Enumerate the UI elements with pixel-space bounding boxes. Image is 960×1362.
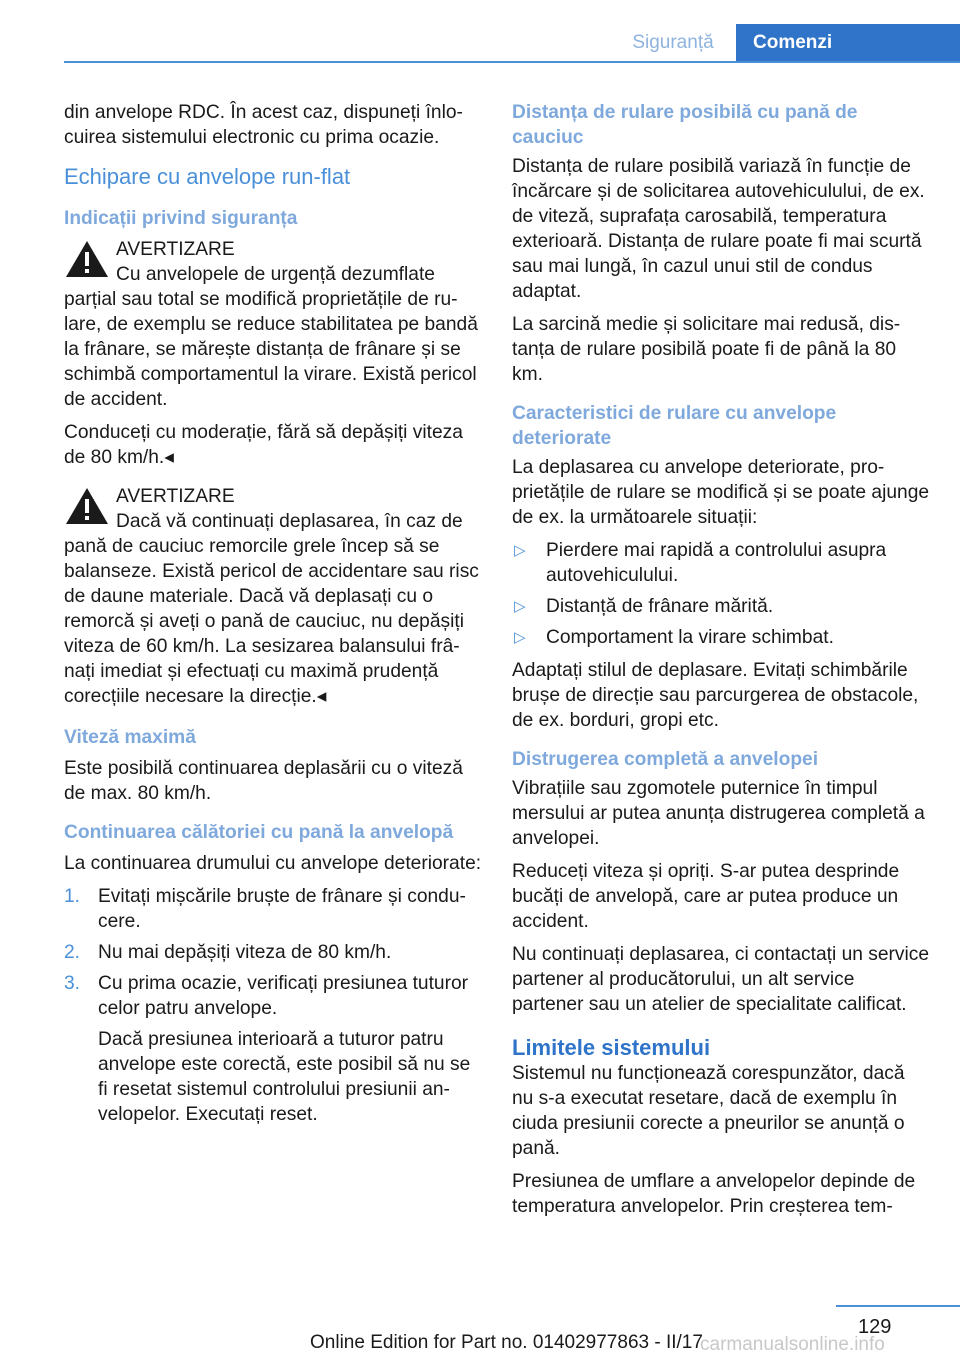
range-text-2: La sarcină medie și solicitare mai redusă, distanța de rulare posibilă poate fi de până la 80 km.	[512, 314, 901, 385]
max-speed-heading: Viteză maximă	[64, 727, 196, 748]
range-text-1: Distanța de rulare posibilă variază în funcție de încărcare și de solicitarea autovehiculului, de ex. de viteză, suprafața carosabilă, temperatura exterioară. Distanța de rulare poate fi mai scurtă sau mai lungă, în cazul unui stil de condus adaptat.	[512, 156, 925, 302]
page-number: 129	[858, 1316, 892, 1338]
right-column	[512, 100, 930, 1227]
destruction-text-1: Vibrațiile sau zgomotele puternice în timpul mersului ar putea anunța distrugerea completă a anvelopei.	[512, 778, 925, 849]
characteristics-list	[512, 538, 930, 650]
bullet-triangle-icon: ▷	[514, 542, 526, 559]
safety-heading: Indicații privind siguranța	[64, 208, 298, 229]
intro-text: din anvelope RDC. În acest caz, dispuneți înlocuirea sistemului electronic cu prima ocazie.	[64, 102, 463, 148]
destruction-text-2: Reduceți viteza și opriți. S-ar putea desprinde bucăți de anvelopă, care ar putea produce un accident.	[512, 861, 900, 932]
watermark: carmanualsonline.info	[700, 1334, 885, 1355]
max-speed-text: Este posibilă continuarea deplasării cu o viteză de max. 80 km/h.	[64, 758, 463, 804]
warning-2-text: Dacă vă continuați deplasarea, în caz de pană de cauciuc remorcile grele încep să se balanseze. Există pericol de accidentare sau risc de daune materiale. Dacă vă deplasați cu o remorcă și aveți o pană de cauciuc, nu depășiți viteza de 60 km/h. La sesizarea balansului frânați imediat și efectuați cu maximă prudență corecțiile necesare la direcție.◂	[64, 511, 479, 707]
warning-2-title: AVERTIZARE	[116, 486, 235, 507]
characteristics-heading: Caracteristici de rulare cu anvelope deteriorate	[512, 403, 837, 449]
list-item: 2. Nu mai depășiți viteza de 80 km/h.	[64, 942, 392, 963]
destruction-text-3: Nu continuați deplasarea, ci contactați un service partener al producătorului, un alt service partener sau un atelier de specialitate calificat.	[512, 944, 930, 1015]
left-column	[64, 100, 482, 1135]
list-item: ▷ Comportament la virare schimbat.	[514, 627, 834, 648]
list-item: ▷ Pierdere mai rapidă a controlului asupra autovehiculului.	[514, 540, 887, 586]
steps-list	[64, 884, 482, 1127]
continue-text: La continuarea drumului cu anvelope deteriorate:	[64, 853, 482, 874]
limits-text-2: Presiunea de umflare a anvelopelor depinde de temperatura anvelopelor. Prin creșterea tem-	[512, 1171, 916, 1217]
characteristics-text: La deplasarea cu anvelope deteriorate, proprietățile de rulare se modifică și se poate ajunge de ex. la următoarele situații:	[512, 457, 930, 528]
warning-1-text-2: Conduceți cu moderație, fără să depășiți viteza de 80 km/h.◂	[64, 422, 463, 468]
continue-heading: Continuarea călătoriei cu pană la anvelopă	[64, 822, 454, 843]
footer-rule	[836, 1305, 960, 1307]
warning-triangle-icon	[64, 486, 110, 526]
list-item: 3. Cu prima ocazie, verificați presiunea tuturor celor patru anvelope. Dacă presiunea interioară a tuturor patru anvelope este corectă, este posibil să nu se fi resetat sistemul controlului presiunii anvelopelor. Executați reset.	[64, 971, 482, 1127]
list-item: ▷ Distanță de frânare mărită.	[514, 596, 774, 617]
limits-text-1: Sistemul nu funcționează corespunzător, dacă nu s-a executat resetare, dacă de exemplu în ciuda presiunii corecte a pneurilor se anunță o pană.	[512, 1063, 905, 1159]
warning-block-1	[64, 237, 482, 262]
characteristics-text-2: Adaptați stilul de deplasare. Evitați schimbările brușe de direcție sau parcurgerea de obstacole, de ex. borduri, gropi etc.	[512, 660, 919, 731]
destruction-heading: Distrugerea completă a anvelopei	[512, 749, 819, 770]
header-rule	[64, 61, 960, 63]
range-heading: Distanța de rulare posibilă cu pană de cauciuc	[512, 102, 858, 148]
warning-triangle-icon	[64, 239, 110, 279]
list-item: 1. Evitați mișcările bruște de frânare și conducere.	[64, 886, 466, 932]
step-3-extra: Dacă presiunea interioară a tuturor patru anvelope este corectă, este posibil să nu se fi resetat sistemul controlului presiunii anvelopelor. Executați reset.	[98, 1029, 471, 1125]
header-tab-controls: Comenzi	[736, 24, 960, 62]
warning-block-2	[64, 484, 482, 509]
section-title: Echipare cu anvelope run-flat	[64, 164, 351, 189]
bullet-triangle-icon: ▷	[514, 598, 526, 615]
edition-text: Online Edition for Part no. 01402977863 - II/17	[310, 1332, 703, 1353]
warning-1-title: AVERTIZARE	[116, 239, 235, 260]
warning-1-text: Cu anvelopele de urgență dezumflate parțial sau total se modifică proprietățile de rulare, de exemplu se reduce stabilitatea pe bandă la frânare, se mărește distanța de frânare și se schimbă comportamentul la virare. Există pericol de accident.	[64, 264, 478, 410]
header-tab-safety: Siguranță	[632, 32, 714, 53]
limits-heading: Limitele sistemului	[512, 1035, 711, 1060]
bullet-triangle-icon: ▷	[514, 629, 526, 646]
